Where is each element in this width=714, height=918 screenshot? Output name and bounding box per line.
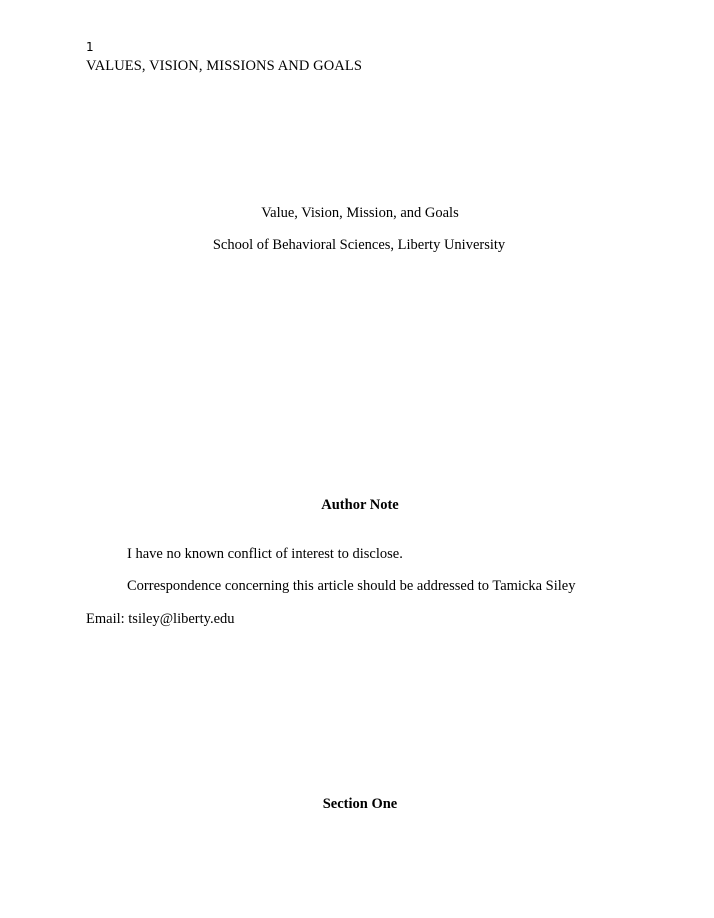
conflict-of-interest-statement: I have no known conflict of interest to disclose. — [127, 546, 403, 562]
author-affiliation: School of Behavioral Sciences, Liberty University — [212, 237, 506, 253]
running-head: VALUES, VISION, MISSIONS AND GOALS — [86, 58, 362, 74]
paper-title: Value, Vision, Mission, and Goals — [261, 205, 459, 221]
email-line: Email: tsiley@liberty.edu — [86, 611, 235, 627]
section-heading: Section One — [322, 796, 398, 812]
page-number: 1 — [86, 40, 94, 54]
author-note-heading: Author Note — [321, 497, 399, 513]
correspondence-statement: Correspondence concerning this article should be addressed to Tamicka Siley — [127, 578, 576, 594]
